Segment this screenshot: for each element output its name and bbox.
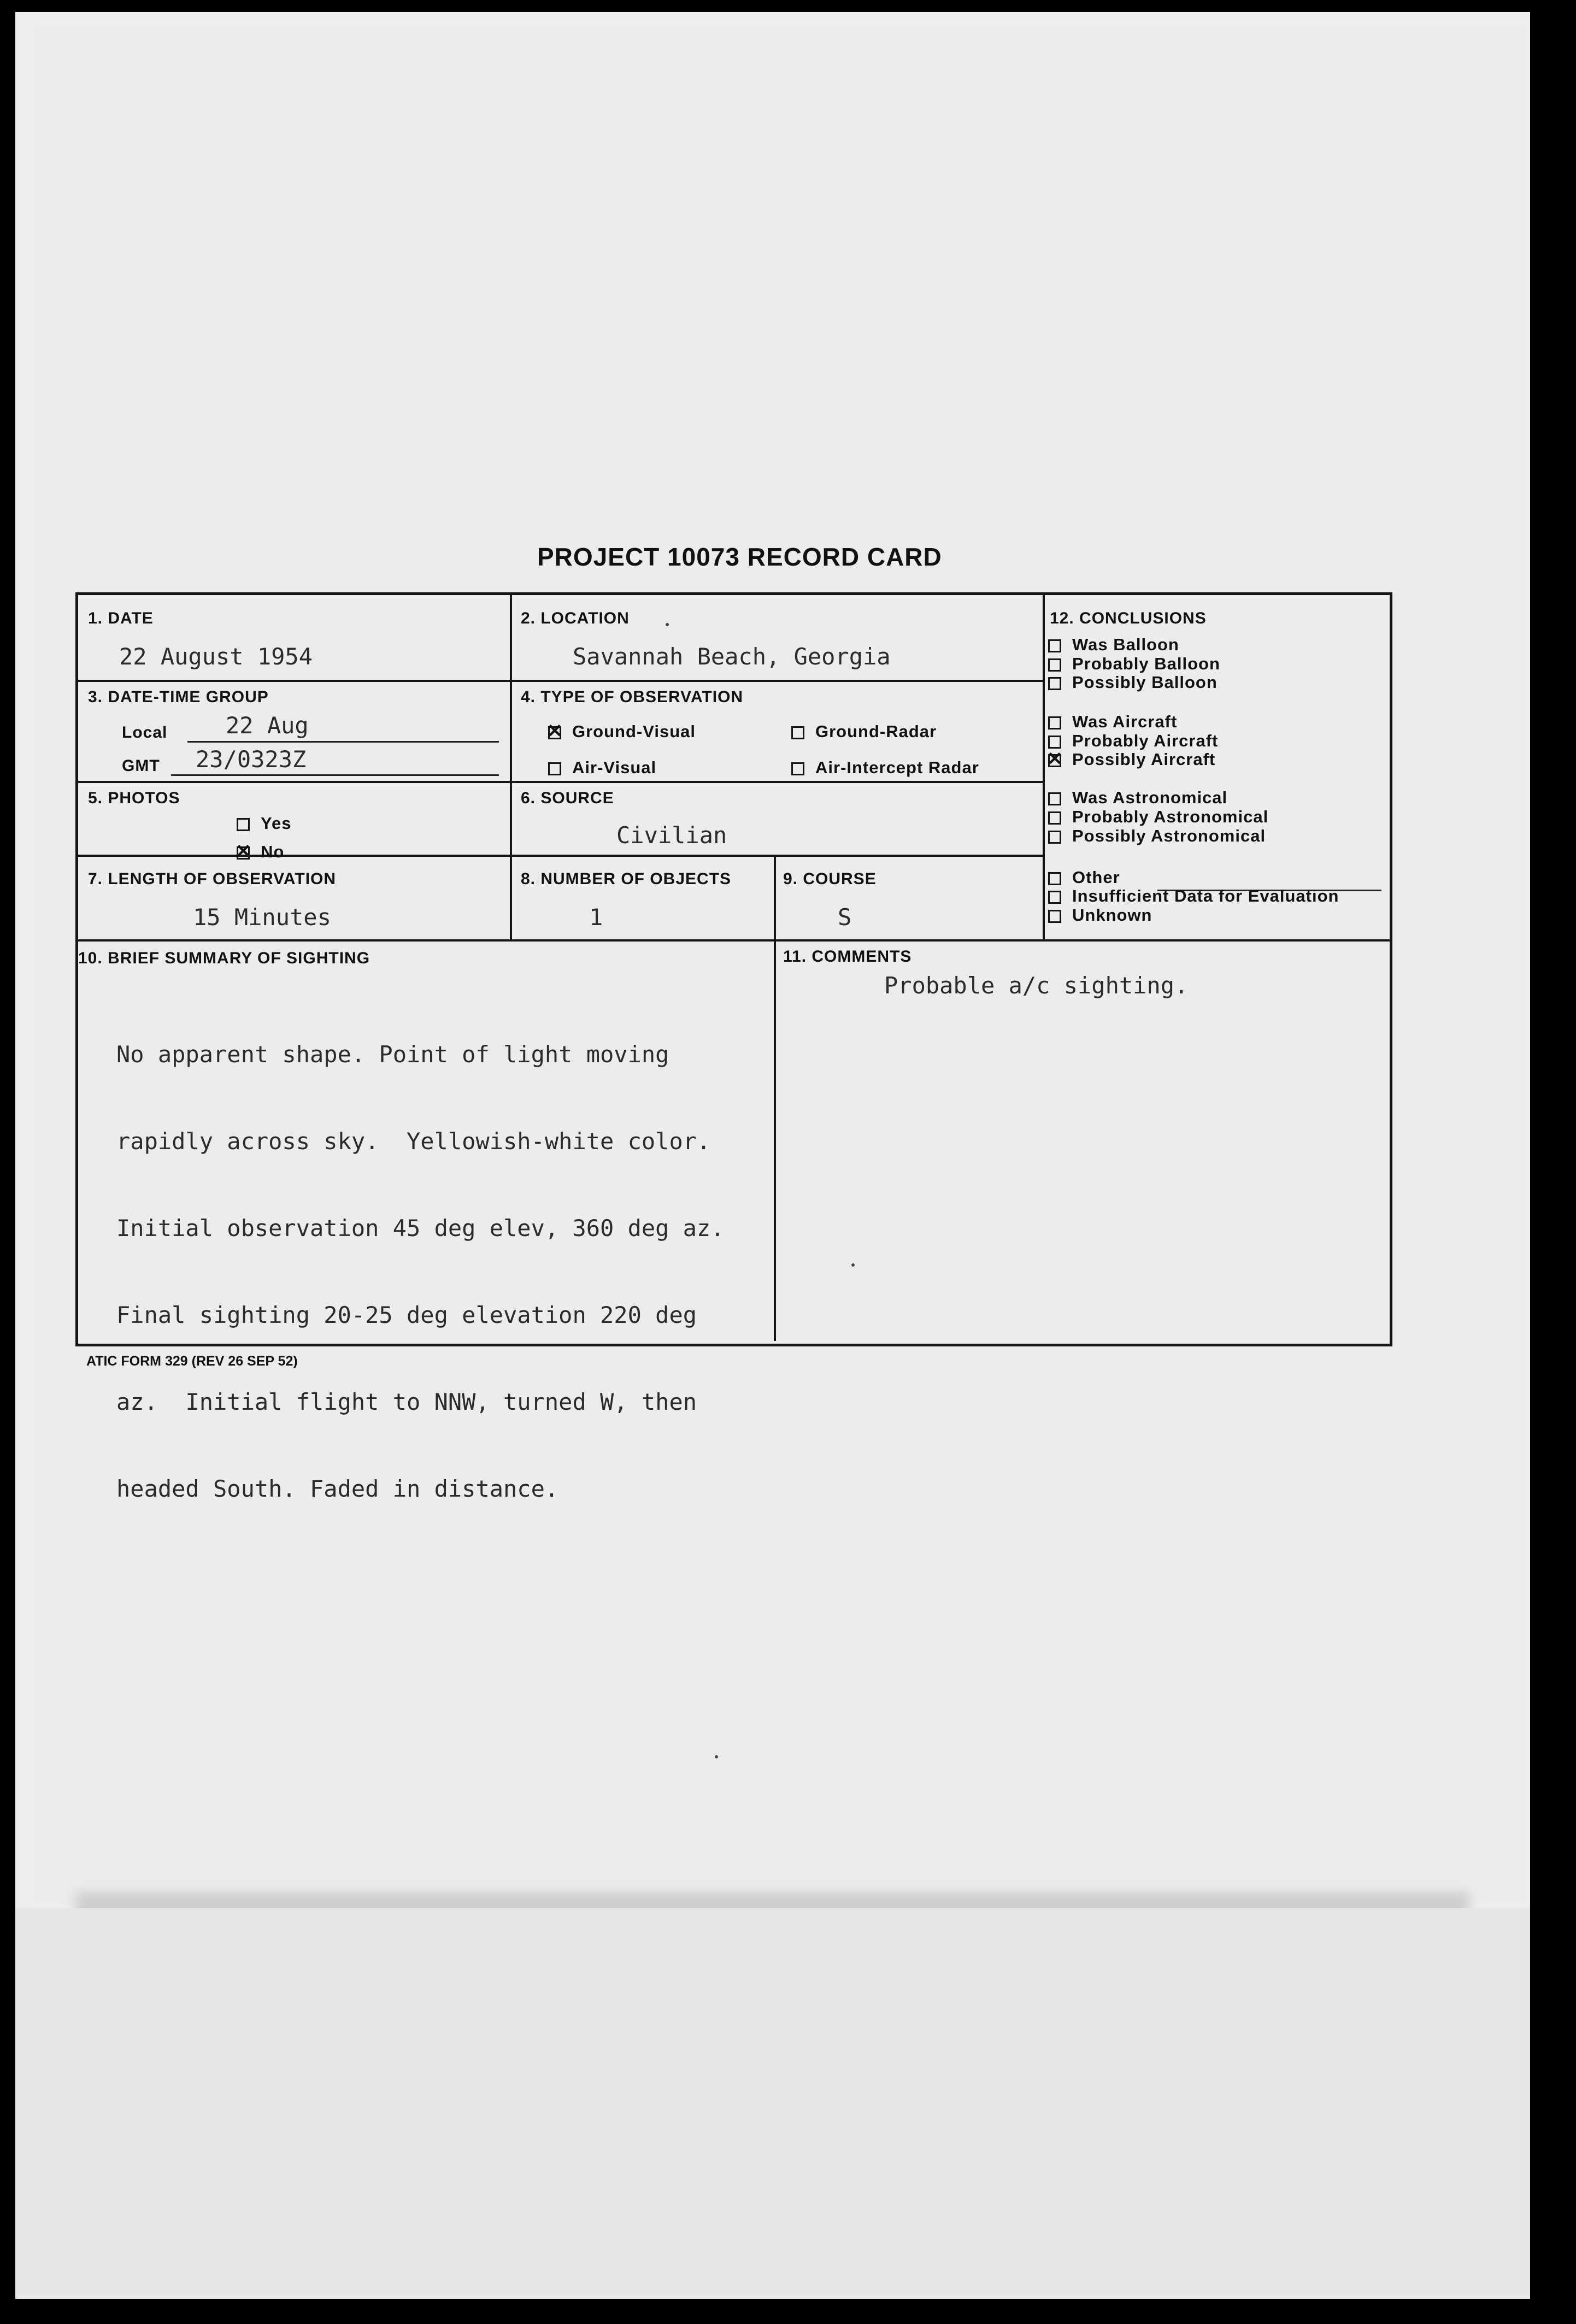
- course-value: S: [838, 904, 852, 931]
- checkbox[interactable]: [1048, 792, 1061, 805]
- length-of-observation-value: 15 Minutes: [193, 904, 331, 931]
- conclusion-probably-balloon[interactable]: Probably Balloon: [1048, 654, 1220, 674]
- conclusion-was-balloon[interactable]: Was Balloon: [1048, 635, 1179, 655]
- divider: [78, 939, 1390, 942]
- checkbox[interactable]: [1048, 658, 1061, 672]
- conclusion-probably-aircraft[interactable]: Probably Aircraft: [1048, 731, 1218, 751]
- conclusion-possibly-balloon[interactable]: Possibly Balloon: [1048, 673, 1218, 692]
- summary-text: [116, 982, 725, 1561]
- checkbox-checked[interactable]: [1048, 754, 1061, 767]
- checkbox[interactable]: [1048, 891, 1061, 904]
- option-photos-yes[interactable]: Yes: [237, 814, 291, 833]
- scan-speck: [715, 1755, 718, 1758]
- photos-label: 5. PHOTOS: [88, 789, 180, 807]
- lower-scan-area: [15, 1908, 1530, 2299]
- divider: [774, 855, 776, 1341]
- gmt-label: GMT: [122, 757, 160, 775]
- gmt-underline: [171, 774, 499, 776]
- divider: [78, 781, 1043, 783]
- conclusion-insufficient-data[interactable]: Insufficient Data for Evaluation: [1048, 886, 1339, 906]
- summary-line: Final sighting 20-25 deg elevation 220 deg: [116, 1302, 697, 1328]
- date-label: 1. DATE: [88, 609, 154, 627]
- checkbox[interactable]: [1048, 736, 1061, 749]
- summary-line: az. Initial flight to NNW, turned W, then: [116, 1388, 697, 1415]
- gmt-value: 23/0323Z: [196, 746, 307, 773]
- conclusion-other[interactable]: Other: [1048, 868, 1120, 887]
- location-label: 2. LOCATION: [521, 609, 630, 627]
- conclusion-probably-astronomical[interactable]: Probably Astronomical: [1048, 807, 1268, 827]
- option-air-visual[interactable]: Air-Visual: [548, 758, 656, 778]
- checkbox[interactable]: [1048, 811, 1061, 825]
- checkbox[interactable]: [1048, 872, 1061, 885]
- option-air-intercept-radar[interactable]: Air-Intercept Radar: [791, 758, 979, 778]
- date-time-group-label: 3. DATE-TIME GROUP: [88, 688, 269, 706]
- conclusion-possibly-astronomical[interactable]: Possibly Astronomical: [1048, 826, 1266, 846]
- type-of-observation-label: 4. TYPE OF OBSERVATION: [521, 688, 744, 706]
- comments-value: Probable a/c sighting.: [884, 972, 1189, 999]
- local-label: Local: [122, 723, 168, 742]
- checkbox[interactable]: [548, 762, 561, 775]
- option-ground-visual[interactable]: ✕Ground-Visual: [548, 722, 696, 742]
- scan-sheet: [15, 12, 1530, 2299]
- checkbox[interactable]: [1048, 910, 1061, 923]
- local-underline: [187, 741, 499, 743]
- conclusion-was-astronomical[interactable]: Was Astronomical: [1048, 788, 1227, 808]
- source-value: Civilian: [616, 822, 727, 849]
- option-photos-no[interactable]: ✕No: [237, 842, 284, 862]
- checkbox[interactable]: [791, 762, 804, 775]
- location-value: Savannah Beach, Georgia: [573, 643, 891, 670]
- length-of-observation-label: 7. LENGTH OF OBSERVATION: [88, 870, 337, 888]
- conclusion-possibly-aircraft[interactable]: ✕Possibly Aircraft: [1048, 750, 1215, 769]
- local-value: 22 Aug: [226, 712, 309, 739]
- checkbox[interactable]: [791, 726, 804, 739]
- conclusions-label: 12. CONCLUSIONS: [1050, 609, 1207, 627]
- summary-line: headed South. Faded in distance.: [116, 1475, 559, 1502]
- card-title: PROJECT 10073 RECORD CARD: [537, 543, 942, 571]
- comments-label: 11. COMMENTS: [783, 948, 912, 966]
- source-label: 6. SOURCE: [521, 789, 614, 807]
- option-ground-radar[interactable]: Ground-Radar: [791, 722, 937, 742]
- checkbox[interactable]: [1048, 677, 1061, 690]
- conclusion-was-aircraft[interactable]: Was Aircraft: [1048, 712, 1177, 732]
- checkbox-checked[interactable]: [237, 846, 250, 860]
- number-of-objects-label: 8. NUMBER OF OBJECTS: [521, 870, 732, 888]
- checkbox[interactable]: [1048, 831, 1061, 844]
- form-identifier: ATIC FORM 329 (REV 26 SEP 52): [86, 1354, 298, 1369]
- divider: [78, 855, 1043, 857]
- date-value: 22 August 1954: [119, 643, 313, 670]
- summary-line: Initial observation 45 deg elev, 360 deg az.: [116, 1215, 725, 1242]
- divider: [78, 680, 1043, 682]
- checkbox[interactable]: [237, 818, 250, 831]
- conclusion-unknown[interactable]: Unknown: [1048, 905, 1152, 925]
- summary-line: No apparent shape. Point of light moving: [116, 1041, 669, 1068]
- summary-label: 10. BRIEF SUMMARY OF SIGHTING: [78, 949, 371, 967]
- divider: [510, 595, 512, 941]
- checkbox-checked[interactable]: [548, 726, 561, 739]
- checkbox[interactable]: [1048, 716, 1061, 729]
- course-label: 9. COURSE: [783, 870, 877, 888]
- divider: [1043, 595, 1045, 941]
- number-of-objects-value: 1: [589, 904, 603, 931]
- summary-line: rapidly across sky. Yellowish-white color.: [116, 1128, 711, 1155]
- checkbox[interactable]: [1048, 639, 1061, 652]
